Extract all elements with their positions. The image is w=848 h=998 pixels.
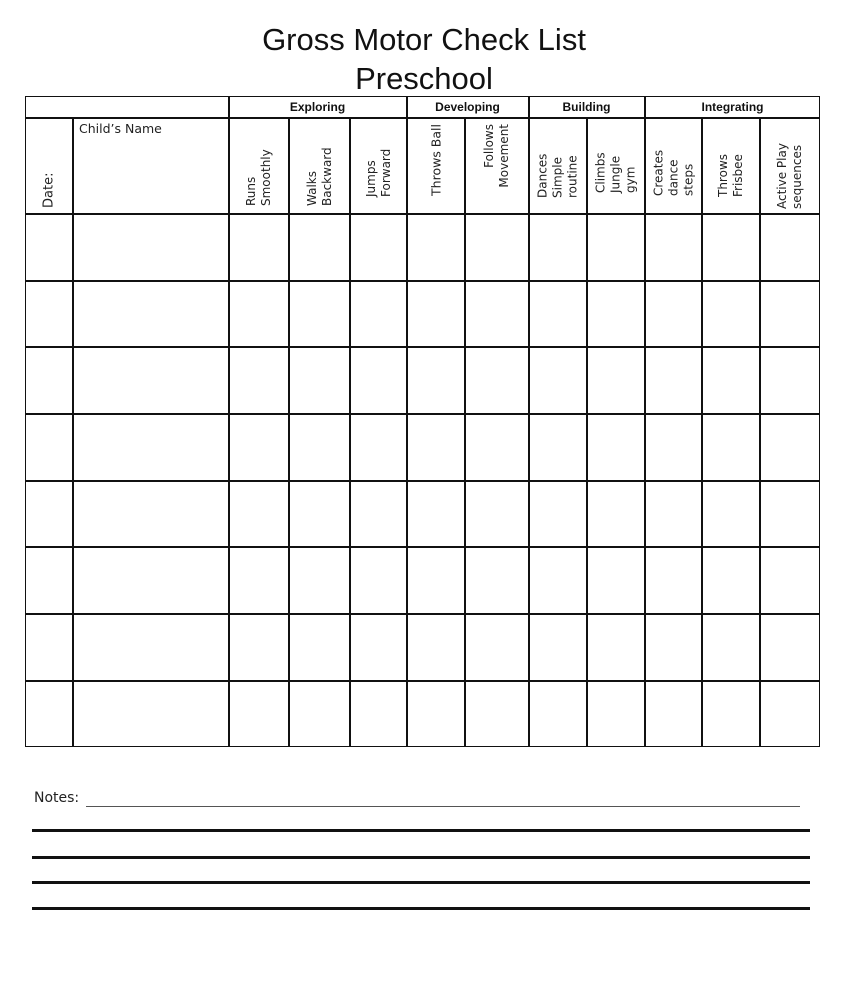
group-header-exploring: Exploring: [289, 100, 346, 114]
page-subtitle: Preschool: [355, 61, 493, 96]
column-header-active-play-sequences: [761, 119, 819, 213]
group-header-integrating: Integrating: [701, 100, 764, 114]
column-header-label: Date:: [41, 172, 57, 208]
column-header-label: Active Play sequences: [775, 143, 804, 209]
column-header-label: Throws Frisbee: [716, 153, 745, 197]
column-header-throws-frisbee: [703, 119, 759, 213]
page-title: Gross Motor Check List: [262, 22, 586, 57]
column-header-label: Creates dance steps: [651, 149, 695, 196]
notes-line: [32, 829, 810, 832]
column-header-walks-backward: [290, 119, 349, 213]
notes-line: [32, 907, 810, 910]
column-header-label: Jumps Forward: [363, 148, 393, 197]
column-header-creates-dance-steps: [646, 119, 701, 213]
notes-label: Notes:: [34, 790, 80, 806]
column-header-runs-smoothly: [230, 119, 288, 213]
column-header-throws-ball: [408, 119, 464, 213]
column-header-date: [26, 119, 72, 213]
column-header-label: Throws Ball: [428, 124, 444, 196]
column-header-label: Follows Movement: [482, 124, 511, 188]
notes-line: [32, 881, 810, 884]
group-header-building: Building: [562, 100, 611, 114]
column-header-label: Climbs Jungle gym: [593, 152, 638, 193]
column-header-label: Runs Smoothly: [244, 149, 273, 206]
notes-line: [32, 856, 810, 859]
column-divider: [72, 117, 74, 747]
column-header-label: Dances Simple routine: [535, 153, 580, 198]
column-header-jumps-forward: [351, 119, 406, 213]
column-header-dances-simple-routine: [530, 119, 586, 213]
column-header-label: Walks Backward: [304, 147, 334, 206]
column-header-childs-name: Child’s Name: [79, 121, 162, 136]
column-header-follows-movement: [466, 119, 528, 213]
group-header-developing: Developing: [435, 100, 500, 114]
column-header-climbs-jungle-gym: [588, 119, 644, 213]
notes-underline: [86, 806, 800, 807]
